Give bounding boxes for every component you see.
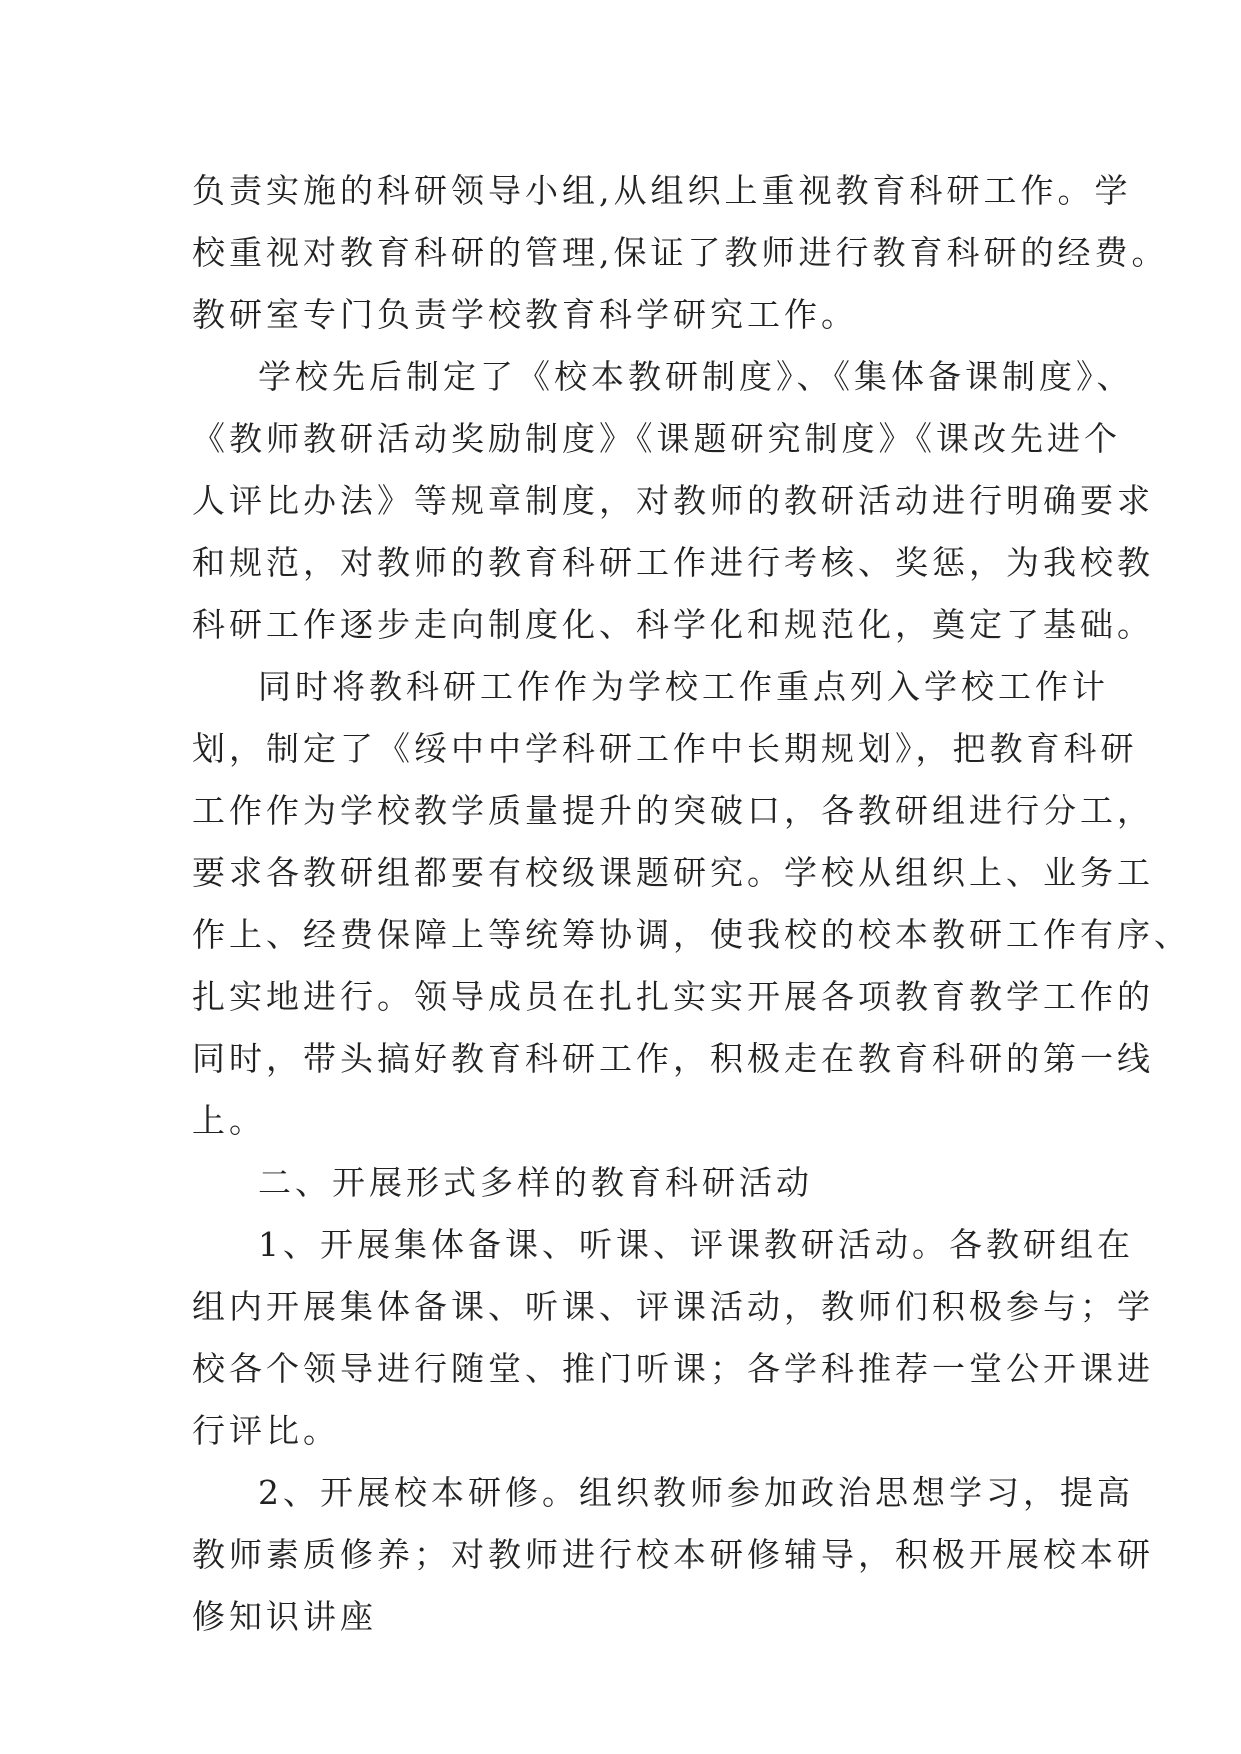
text-line: 科研工作逐步走向制度化、科学化和规范化，奠定了基础。 <box>192 605 1154 644</box>
text-line: 修知识讲座 <box>192 1597 377 1636</box>
text-line: 划，制定了《绥中中学科研工作中长期规划》，把教育科研 <box>192 729 1138 768</box>
text-line: 校重视对教育科研的管理,保证了教师进行教育科研的经费。 <box>192 233 1169 272</box>
text-line: 学校先后制定了《校本教研制度》、《集体备课制度》、 <box>258 357 1134 396</box>
text-line: 教师素质修养；对教师进行校本研修辅导，积极开展校本研 <box>192 1535 1154 1574</box>
text-line: 2、开展校本研修。组织教师参加政治思想学习，提高 <box>258 1473 1134 1512</box>
text-line: 上。 <box>192 1101 266 1140</box>
text-line: 行评比。 <box>192 1411 340 1450</box>
text-line: 要求各教研组都要有校级课题研究。学校从组织上、业务工 <box>192 853 1154 892</box>
document-body <box>192 160 1191 1648</box>
text-line: 同时将教科研工作作为学校工作重点列入学校工作计 <box>258 667 1109 706</box>
text-line: 负责实施的科研领导小组,从组织上重视教育科研工作。学 <box>192 171 1132 210</box>
text-line: 和规范，对教师的教育科研工作进行考核、奖惩，为我校教 <box>192 543 1154 582</box>
text-line: 扎实地进行。领导成员在扎扎实实开展各项教育教学工作的 <box>192 977 1154 1016</box>
text-line: 1、开展集体备课、听课、评课教研活动。各教研组在 <box>258 1225 1134 1264</box>
text-line: 人评比办法》等规章制度，对教师的教研活动进行明确要求 <box>192 481 1154 520</box>
text-line: 教研室专门负责学校教育科学研究工作。 <box>192 295 858 334</box>
text-line: 《教师教研活动奖励制度》《课题研究制度》《课改先进个 <box>192 419 1121 458</box>
text-line: 校各个领导进行随堂、推门听课；各学科推荐一堂公开课进 <box>192 1349 1154 1388</box>
text-line: 同时，带头搞好教育科研工作，积极走在教育科研的第一线 <box>192 1039 1154 1078</box>
text-line: 工作作为学校教学质量提升的突破口，各教研组进行分工， <box>192 791 1154 830</box>
text-line: 组内开展集体备课、听课、评课活动，教师们积极参与；学 <box>192 1287 1154 1326</box>
section-heading: 二、开展形式多样的教育科研活动 <box>258 1163 813 1202</box>
text-line: 作上、经费保障上等统筹协调，使我校的校本教研工作有序、 <box>192 915 1191 954</box>
